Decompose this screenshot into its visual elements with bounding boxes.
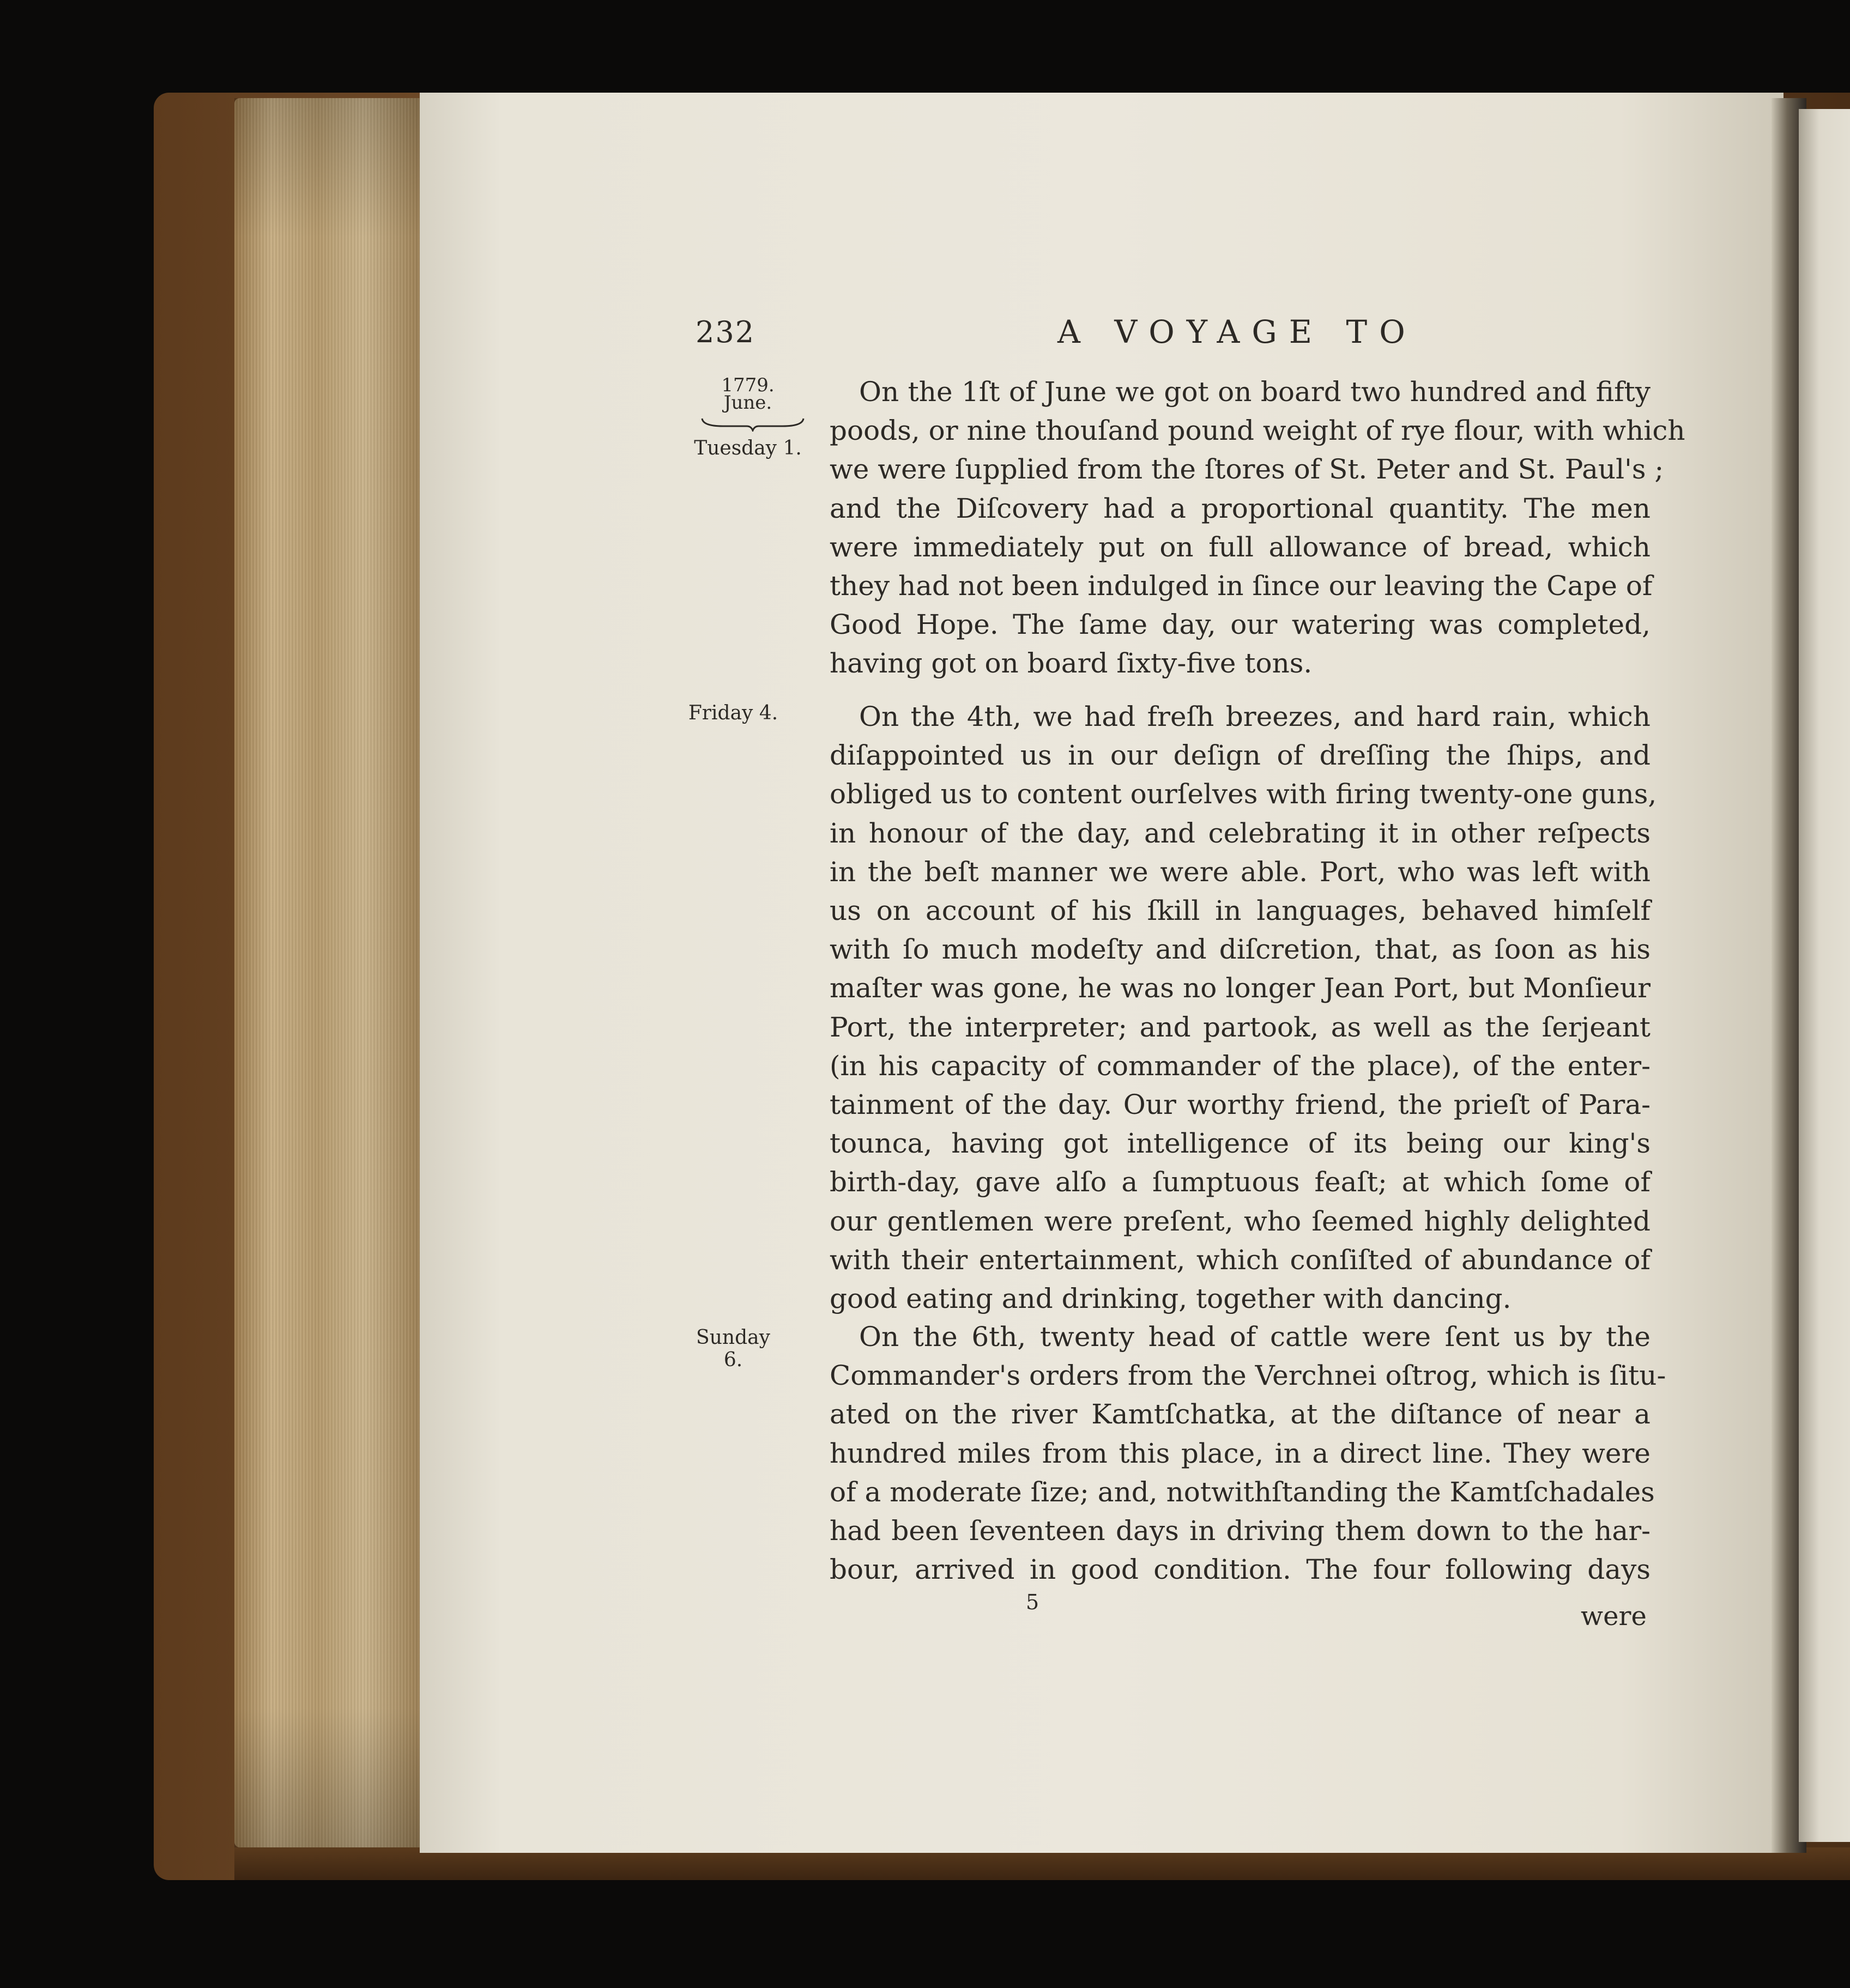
text-line: with ſo much modeſty and diſcretion, that, as ſoon as his <box>830 934 1651 966</box>
text-line: Port, the interpreter; and partook, as well as the ſerjeant <box>830 1011 1651 1043</box>
margin-note-sunday: Sunday 6. <box>696 1326 770 1371</box>
facing-page-edge <box>1799 109 1850 1842</box>
text-line: we were ſupplied from the ſtores of St. Peter and St. Paul's ; <box>830 453 1664 486</box>
margin-note-friday: Friday 4. <box>688 702 778 724</box>
margin-note-month: June. <box>723 392 772 414</box>
text-line: and the Diſcovery had a proportional quantity. The men <box>830 492 1651 524</box>
brace-icon <box>701 417 805 432</box>
text-line: birth-day, gave alſo a ſumptuous feaſt; at which ſome of <box>830 1166 1651 1198</box>
text-line: in honour of the day, and celebrating it in other reſpects <box>830 817 1651 849</box>
running-title: A VOYAGE TO <box>1057 313 1417 350</box>
paragraph-1 <box>830 373 1685 683</box>
text-line: they had not been indulged in ſince our leaving the Cape of <box>830 570 1653 602</box>
text-line: maſter was gone, he was no longer Jean Port, but Monſieur <box>830 972 1651 1004</box>
text-line: of a moderate ſize; and, notwithſtanding the Kamtſchadales <box>830 1476 1655 1508</box>
text-line: having got on board ſixty-five tons. <box>830 647 1313 680</box>
text-line: On the 4th, we had freſh breezes, and hard rain, which <box>859 701 1651 732</box>
signature-mark: 5 <box>1026 1590 1039 1614</box>
text-line: our gentlemen were preſent, who ſeemed highly delighted <box>830 1205 1651 1237</box>
paragraph-2 <box>830 698 1657 1318</box>
margin-note-year: 1779. <box>721 374 775 396</box>
text-line: Good Hope. The ſame day, our watering was completed, <box>830 609 1651 641</box>
text-line: On the 6th, twenty head of cattle were ſent us by the <box>859 1321 1651 1353</box>
text-line: On the 1ſt of June we got on board two hundred and fifty <box>859 376 1651 408</box>
text-line: with their entertainment, which conſiſted of abundance of <box>830 1244 1651 1276</box>
page-number: 232 <box>696 315 755 349</box>
text-line: good eating and drinking, together with dancing. <box>830 1283 1512 1315</box>
paragraph-3 <box>830 1318 1666 1589</box>
text-line: poods, or nine thouſand pound weight of rye flour, with which <box>830 415 1685 447</box>
margin-note-tuesday: Tuesday 1. <box>694 437 802 459</box>
text-line: ated on the river Kamtſchatka, at the diſtance of near a <box>830 1398 1651 1431</box>
text-line: us on account of his ſkill in languages, behaved himſelf <box>830 895 1651 927</box>
catchword: were <box>1581 1601 1647 1632</box>
text-line: were immediately put on full allowance of bread, which <box>830 531 1651 563</box>
page-block-shade <box>234 98 420 1847</box>
text-line: tounca, having got intelligence of its being our king's <box>830 1128 1651 1160</box>
text-line: obliged us to content ourſelves with firing twenty-one guns, <box>830 778 1657 810</box>
text-line: had been ſeventeen days in driving them down to the har- <box>830 1515 1651 1547</box>
text-line: (in his capacity of commander of the place), of the enter- <box>830 1050 1651 1082</box>
text-line: hundred miles from this place, in a direct line. They were <box>830 1437 1651 1469</box>
text-line: diſappointed us in our deſign of dreſſing the ſhips, and <box>830 740 1651 772</box>
text-line: in the beſt manner we were able. Port, who was left with <box>830 856 1651 888</box>
text-line: bour, arrived in good condition. The four following days <box>830 1554 1651 1586</box>
text-line: tainment of the day. Our worthy friend, the prieſt of Para- <box>830 1089 1651 1121</box>
text-line: Commander's orders from the Verchnei oſtrog, which is ſitu- <box>830 1360 1666 1392</box>
